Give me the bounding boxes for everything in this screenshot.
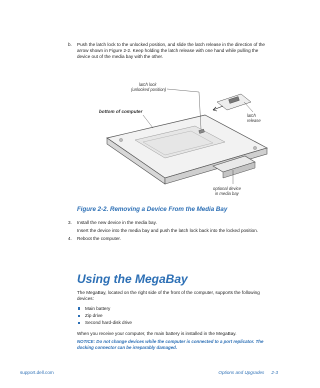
list-item: Second hard-disk drive <box>77 319 267 326</box>
page-number: 2-3 <box>271 370 278 375</box>
step-text: Install the new device in the media bay. <box>77 220 157 225</box>
list-item: Main battery <box>77 305 267 312</box>
bullet-icon <box>78 307 80 309</box>
foot <box>119 138 122 141</box>
footer-link[interactable]: support.dell.com <box>20 370 54 375</box>
step-b-number: b. <box>68 42 72 47</box>
foot <box>253 146 256 149</box>
device-list <box>77 305 267 327</box>
notice-text: NOTICE: Do not change devices while the computer is connected to a port replicator. The docking connector can be irreparably damaged. <box>77 339 264 350</box>
step-number: 4. <box>68 236 72 242</box>
leader-latch-release <box>244 102 253 112</box>
callout-latch-lock-state: (unlocked position) <box>131 87 167 92</box>
steps-list <box>68 220 267 244</box>
step-b-text: Push the latch lock to the unlocked position, and slide the latch release in the direction of the arrow shown in Figure 2-2. Keep holding the latch release with one hand while pulling the device out of the media bay with the other. <box>77 42 265 60</box>
callout-latch-lock: latch lock <box>139 82 157 87</box>
callout-media-bay: in media bay <box>215 191 239 196</box>
step-3 <box>68 220 267 234</box>
latch-arrow <box>213 106 223 111</box>
list-item: Zip drive <box>77 312 267 319</box>
step-4 <box>68 236 267 242</box>
figure-remove-device <box>95 80 270 205</box>
section-intro: The MegaBay, located on the right side of the front of the computer, supports the following devices: <box>77 290 260 302</box>
figure-caption: Figure 2-2. Removing a Device From the Media Bay <box>77 206 228 213</box>
callout-bottom-of-computer: bottom of computer <box>99 109 143 114</box>
step-detail: Insert the device into the media bay and push the latch lock back into the locked position. <box>77 228 259 234</box>
step-number: 3. <box>68 220 72 225</box>
section-after-text: When you receive your computer, the main battery is installed in the MegaBay. <box>77 331 237 336</box>
leader-bottom <box>143 115 153 128</box>
callout-latch-release-2: release <box>247 118 261 123</box>
bullet-icon <box>78 315 80 317</box>
callout-latch-release: latch <box>247 113 256 118</box>
step-b <box>68 42 267 60</box>
section-heading: Using the MegaBay <box>77 272 188 286</box>
bullet-icon <box>78 322 80 324</box>
step-text: Reboot the computer. <box>77 236 121 242</box>
footer-chapter <box>218 370 278 375</box>
footer-chapter-title: Options and Upgrades <box>218 370 265 375</box>
leader-latch-lock <box>167 89 199 92</box>
callout-optional-device: optional device <box>213 186 241 191</box>
